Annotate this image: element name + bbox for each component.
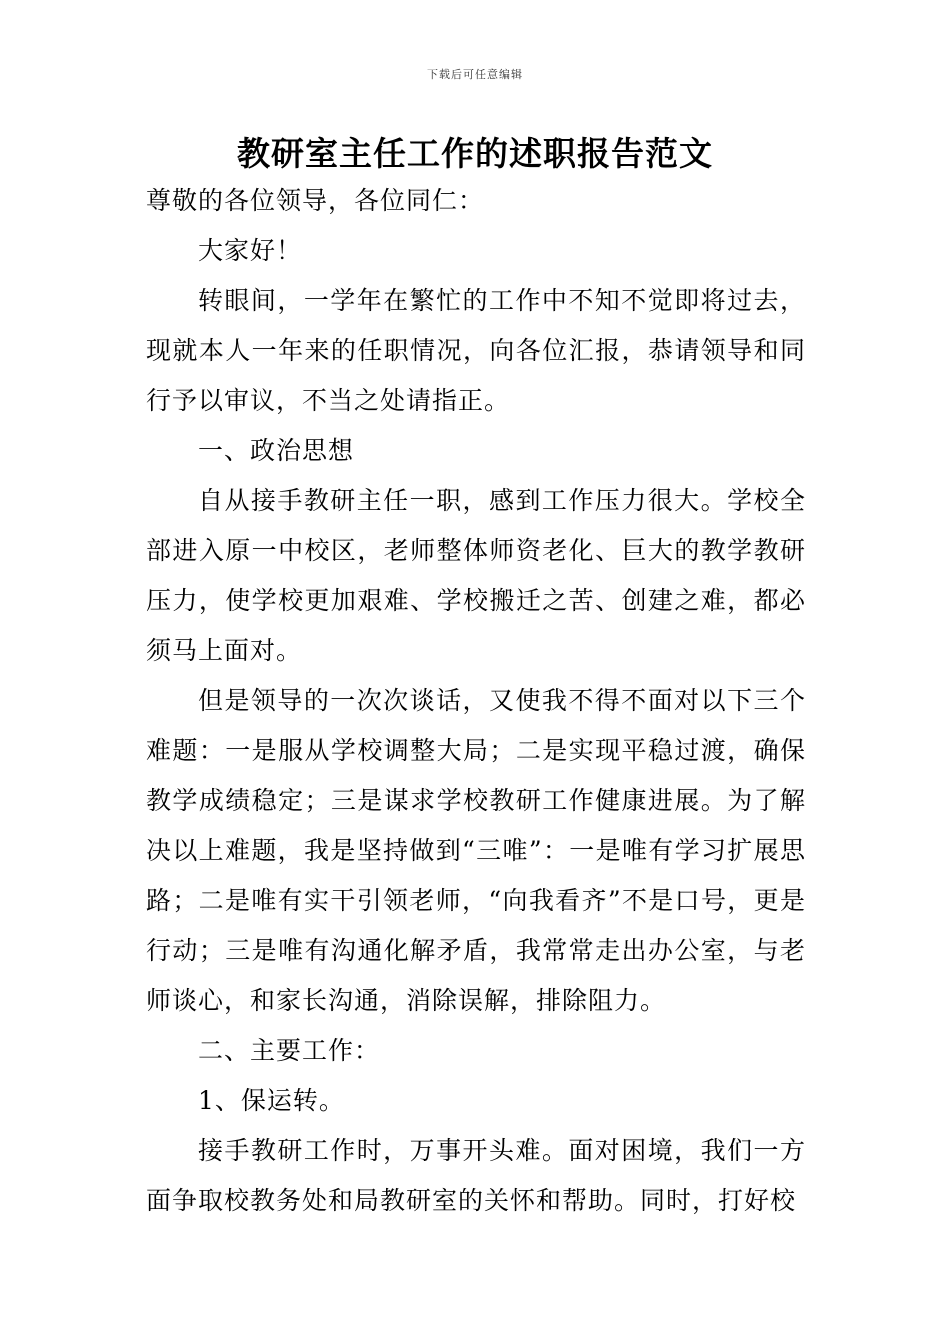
salutation: 尊敬的各位领导，各位同仁： xyxy=(146,186,485,215)
section-heading-politics: 一、政治思想 xyxy=(198,436,355,465)
paragraph-pressure: 自从接手教研主任一职，感到工作压力很大。学校全部进入原一中校区，老师整体师资老化、巨大的教学教研压力，使学校更加艰难、学校搬迁之苦、创建之难，都必须马上面对。 xyxy=(146,486,806,665)
paragraph-challenges: 但是领导的一次次谈话，又使我不得不面对以下三个难题：一是服从学校调整大局；二是实现平稳过渡，确保教学成绩稳定；三是谋求学校教研工作健康进展。为了解决以上难题，我是坚持做到“三唯”：一是唯有学习扩展思路；二是唯有实干引领老师，“向我看齐”不是口号，更是行动；三是唯有沟通化解矛盾，我常常走出办公室，与老师谈心，和家长沟通，消除误解，排除阻力。 xyxy=(146,686,806,1015)
document-title: 教研室主任工作的述职报告范文 xyxy=(237,134,713,173)
subsection-heading-operation: 1、保运转。 xyxy=(198,1086,345,1115)
paragraph-intro: 转眼间，一学年在繁忙的工作中不知不觉即将过去，现就本人一年来的任职情况，向各位汇报，恭请领导和同行予以审议，不当之处请指正。 xyxy=(146,286,806,415)
greeting: 大家好！ xyxy=(198,236,303,265)
document-body xyxy=(146,176,806,1226)
section-heading-main-work: 二、主要工作： xyxy=(198,1036,381,1065)
header-note: 下载后可任意编辑 xyxy=(427,68,523,81)
paragraph-operation: 接手教研工作时，万事开头难。面对困境，我们一方面争取校教务处和局教研室的关怀和帮助。同时，打好校 xyxy=(146,1136,806,1215)
